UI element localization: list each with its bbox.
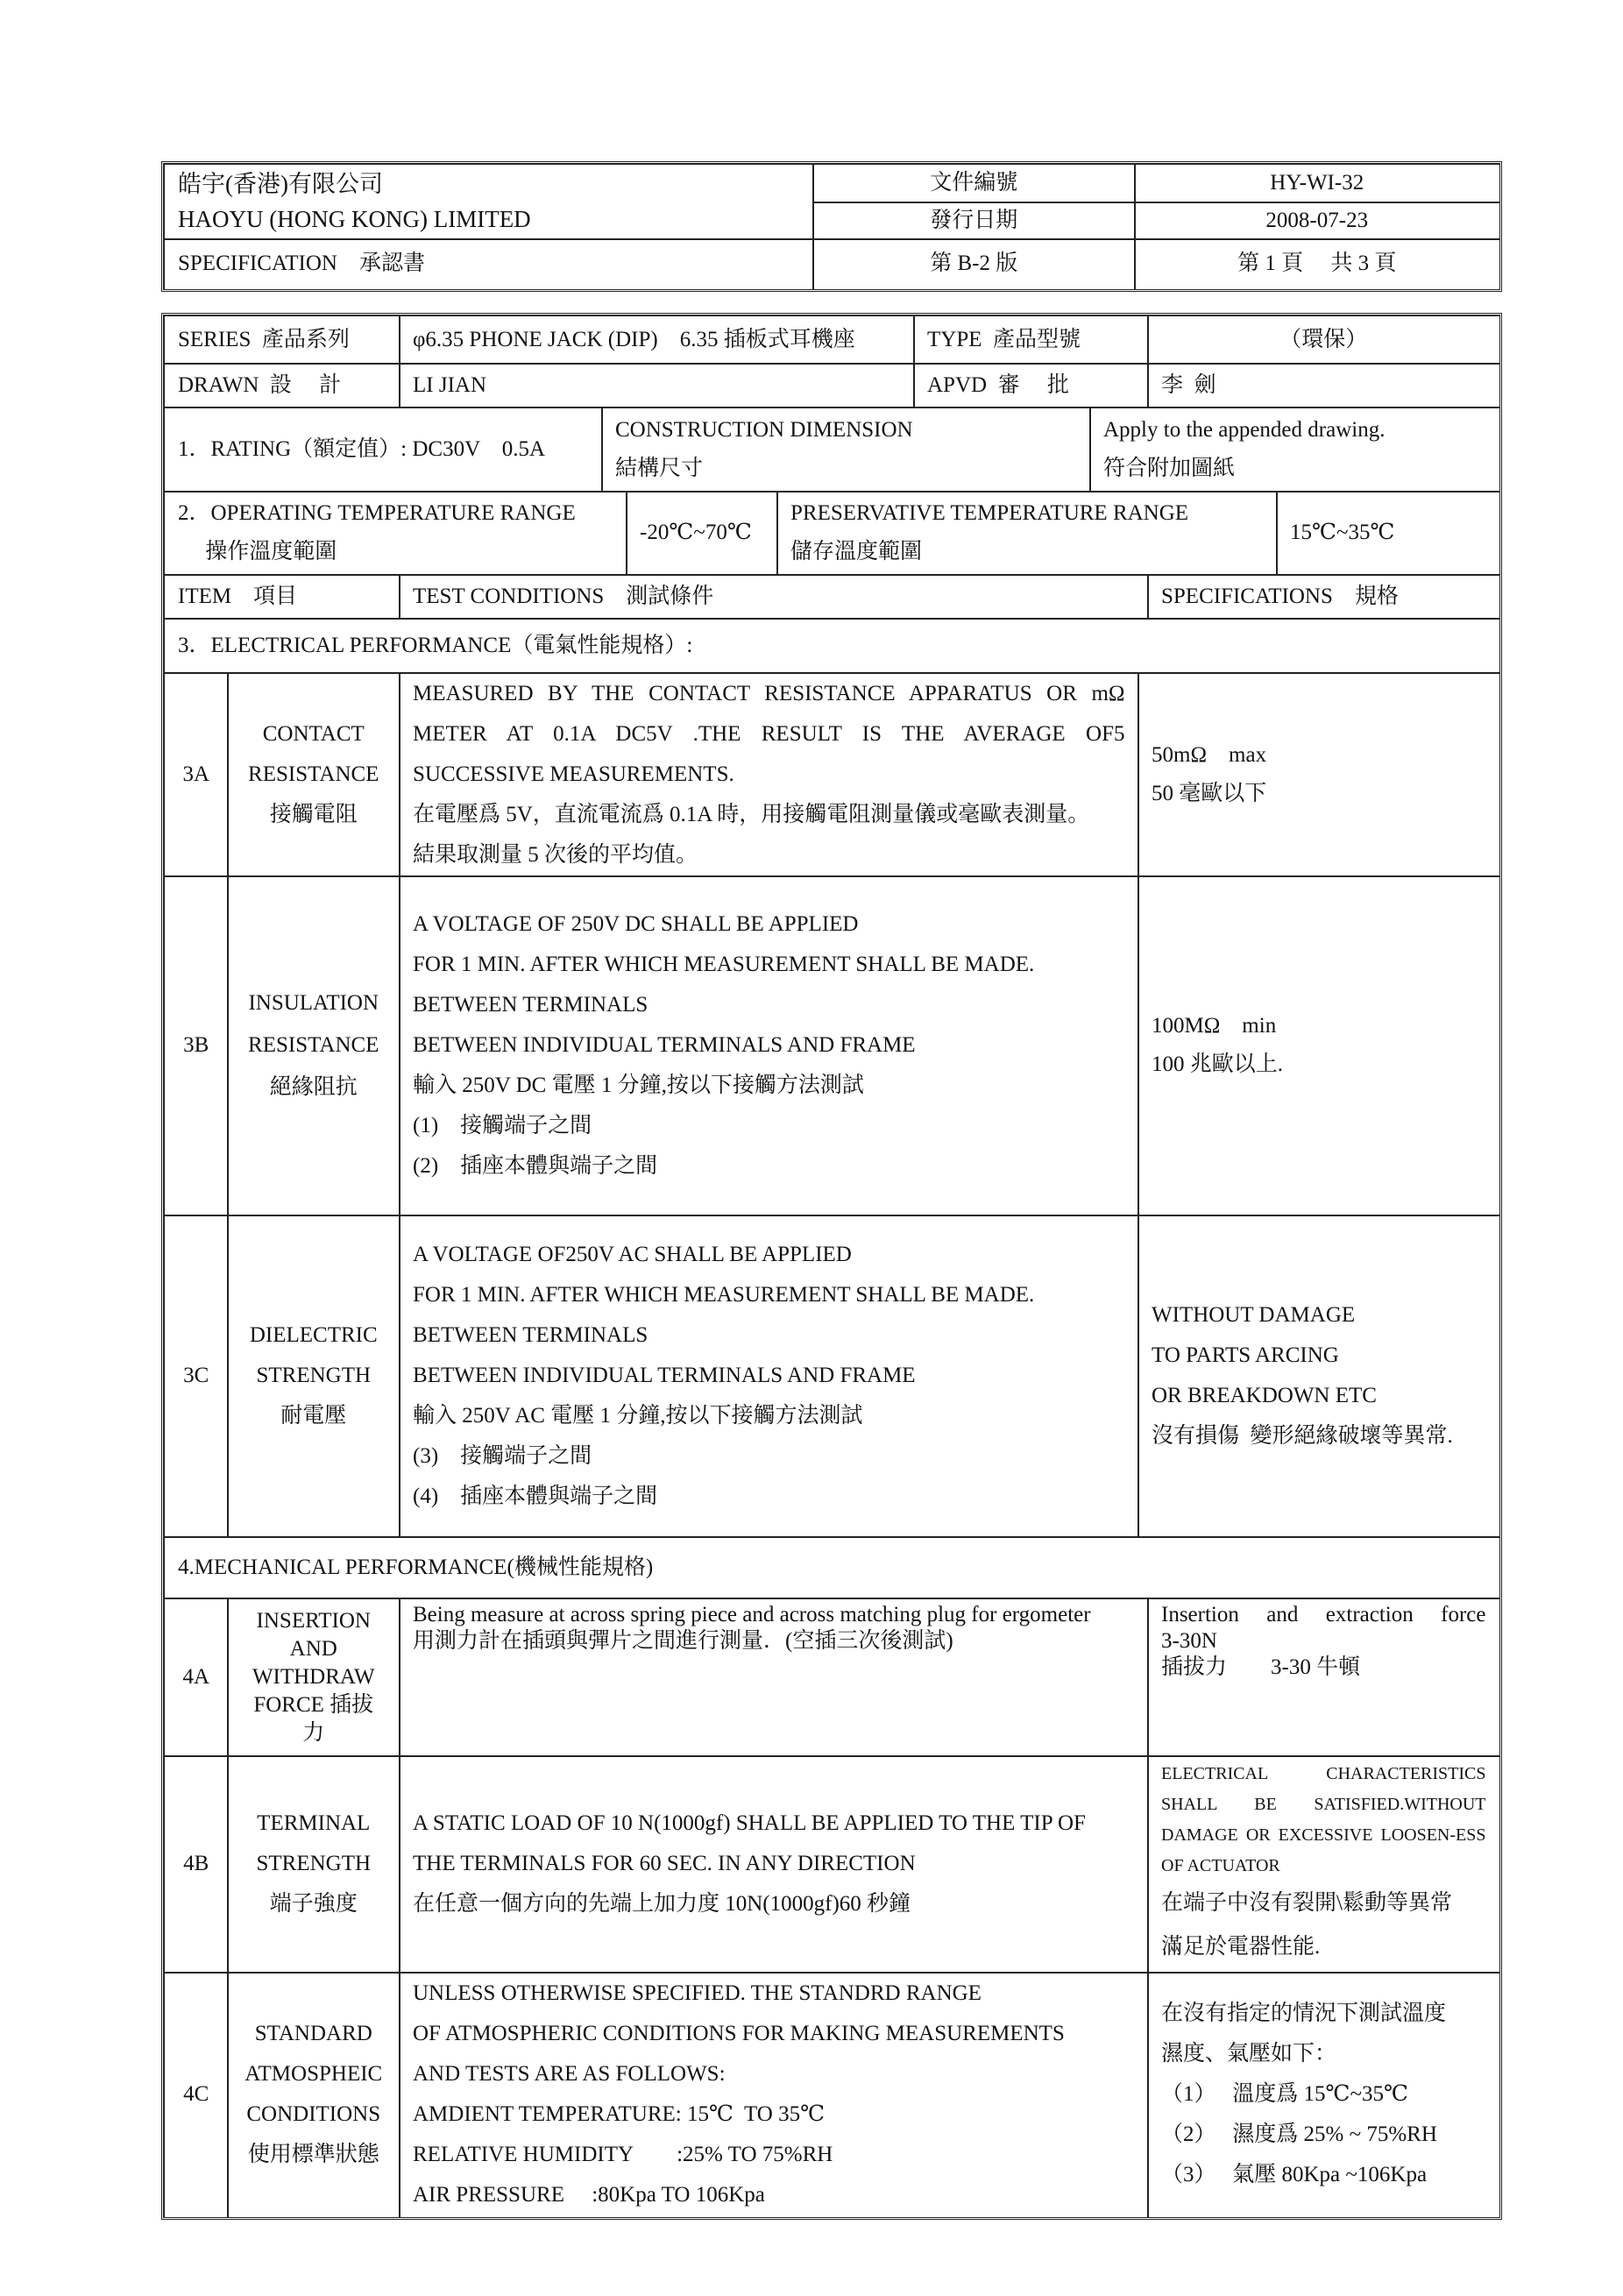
item-spec-4B-line: 滿足於電器性能. [1161,1935,1321,1959]
section-3-header-line: 3．ELECTRICAL PERFORMANCE（電氣性能規格）: [178,633,693,657]
doc-no-value-line: HY-WI-32 [1270,171,1364,195]
item-name-3B-line: 絕緣阻抗 [269,1075,358,1100]
item-spec-4A-line: Insertion and extraction force [1161,1603,1486,1626]
page-count-line: 第 1 頁 共 3 頁 [1237,252,1397,276]
item-name-3B-line: INSULATION [248,991,379,1016]
item-spec-3C-line: WITHOUT DAMAGE [1152,1303,1356,1328]
item-spec-4B [1147,1755,1500,1974]
operating-temp-label-line: 操作溫度範圍 [178,540,337,564]
issue-date-value-line: 2008-07-23 [1265,208,1369,232]
preservative-temp-value [1276,491,1500,576]
item-conditions-3A-line: 在電壓爲 5V，直流電流爲 0.1A 時，用接觸電阻測量儀或毫歐表測量。 [413,802,1090,826]
doc-no-label-line: 文件編號 [930,171,1018,195]
item-spec-3C-line: OR BREAKDOWN ETC [1152,1384,1377,1408]
item-conditions-3B-line: A VOLTAGE OF 250V DC SHALL BE APPLIED [413,912,859,937]
item-id-3C-line: 3C [183,1364,209,1388]
item-spec-3C-line: 沒有損傷 變形絕緣破壞等異常. [1152,1424,1453,1449]
item-conditions-3C-line: FOR 1 MIN. AFTER WHICH MEASUREMENT SHALL BE MADE. [413,1283,1035,1307]
apvd-value-line: 李 劍 [1161,372,1216,397]
item-spec-3A-line: 50 毫歐以下 [1152,781,1267,805]
item-spec-4A-line: 3-30N [1161,1629,1217,1653]
series-label [164,315,400,365]
item-spec-4A-line: 插拔力 3-30 牛頓 [1161,1655,1361,1679]
item-name-4C-line: CONDITIONS [246,2102,381,2127]
column-specifications [1147,574,1500,620]
item-spec-3A-line: 50mΩ max [1152,742,1267,767]
issue-date-label [812,202,1136,240]
type-value [1147,315,1500,365]
item-name-4C-line: ATMOSPHEIC [245,2062,383,2087]
type-value-line: （環保） [1279,327,1368,351]
item-conditions-3B-line: 輸入 250V DC 電壓 1 分鐘,按以下接觸方法測試 [413,1074,864,1098]
item-spec-4B-line: OF ACTUATOR [1161,1856,1280,1876]
construction-value-line: 符合附加圖紙 [1103,456,1236,480]
series-value [399,315,915,365]
item-spec-4B-line: 在端子中沒有裂開\鬆動等異常 [1161,1891,1452,1916]
item-spec-3B-line: 100 兆歐以上. [1152,1052,1284,1077]
item-name-4C-line: STANDARD [254,2022,372,2046]
section-3-header [164,618,1500,674]
column-test-conditions [399,574,1149,620]
item-spec-3B-line: 100MΩ min [1152,1014,1277,1038]
preservative-temp-label [776,491,1278,576]
item-conditions-3C-line: A VOLTAGE OF250V AC SHALL BE APPLIED [413,1243,852,1267]
item-id-3C [164,1215,229,1538]
item-name-4B-line: TERMINAL [257,1811,371,1836]
item-name-4C-line: 使用標準狀態 [247,2143,379,2167]
company-name-cell [164,164,814,240]
item-spec-4C-line: （2） 濕度爲 25% ~ 75%RH [1161,2122,1437,2147]
item-id-3B [164,875,229,1216]
item-conditions-4C-line: AIR PRESSURE :80Kpa TO 106Kpa [413,2183,765,2207]
doc-no-label [812,164,1136,203]
item-name-3C-line: DIELECTRIC [249,1323,378,1348]
item-name-3A-line: CONTACT [262,721,365,746]
item-name-4A-line: FORCE 插拔 [253,1692,374,1717]
item-id-4C-line: 4C [183,2082,209,2107]
item-spec-4B-line: ELECTRICAL CHARACTERISTICS [1161,1764,1486,1784]
rating [164,407,603,493]
apvd-value [1147,363,1500,408]
item-conditions-3B [399,875,1139,1216]
item-id-4C [164,1972,229,2218]
item-spec-3C-line: TO PARTS ARCING [1152,1343,1339,1368]
item-conditions-4B-line: THE TERMINALS FOR 60 SEC. IN ANY DIRECTION [413,1852,916,1876]
item-spec-4C-line: 濕度、氣壓如下： [1161,2042,1337,2066]
item-conditions-4B-line: 在任意一個方向的先端上加力度 10N(1000gf)60 秒鐘 [413,1892,911,1917]
item-id-4A-line: 4A [182,1664,210,1689]
construction-value [1089,407,1500,493]
item-conditions-4A-line: Being measure at across spring piece and across matching plug for ergometer [413,1603,1091,1626]
item-name-3A-line: 接觸電阻 [269,802,358,826]
series-value-line: φ6.35 PHONE JACK (DIP) 6.35 插板式耳機座 [413,327,855,351]
item-conditions-4B-line: A STATIC LOAD OF 10 N(1000gf) SHALL BE APPLIED TO THE TIP OF [413,1811,1086,1836]
series-label-line: SERIES 產品系列 [178,327,350,351]
spec-title [164,238,814,290]
item-spec-3A [1138,672,1500,877]
type-label [913,315,1149,365]
item-conditions-4A [399,1598,1149,1757]
item-name-3C [227,1215,400,1538]
item-name-3C-line: 耐電壓 [280,1404,347,1428]
item-spec-4C-line: （3） 氣壓 80Kpa ~106Kpa [1161,2163,1428,2187]
item-conditions-3B-line: (1) 接觸端子之間 [413,1114,592,1138]
item-conditions-3B-line: FOR 1 MIN. AFTER WHICH MEASUREMENT SHALL BE MADE. [413,953,1035,977]
item-conditions-3C-line: BETWEEN INDIVIDUAL TERMINALS AND FRAME [413,1364,916,1388]
type-label-line: TYPE 產品型號 [927,327,1081,351]
item-conditions-3C-line: 輸入 250V AC 電壓 1 分鐘,按以下接觸方法測試 [413,1404,863,1428]
preservative-temp-label-line: PRESERVATIVE TEMPERATURE RANGE [790,501,1189,526]
item-conditions-4B [399,1755,1149,1974]
item-spec-4B-line: DAMAGE OR EXCESSIVE LOOSEN-ESS [1161,1825,1486,1846]
spec-title-line: SPECIFICATION 承認書 [178,252,425,276]
apvd-label [913,363,1149,408]
item-conditions-3B-line: (2) 插座本體與端子之間 [413,1154,658,1179]
item-name-3A-line: RESISTANCE [248,762,379,786]
construction-dimension-line: CONSTRUCTION DIMENSION [615,417,913,442]
item-name-4B [227,1755,400,1974]
company-name-cell-line: HAOYU (HONG KONG) LIMITED [178,206,531,233]
drawn-label-line: DRAWN 設 計 [178,372,342,397]
item-conditions-4C-line: UNLESS OTHERWISE SPECIFIED. THE STANDRD RANGE [413,1981,982,2006]
item-id-3A [164,672,229,877]
item-conditions-3C-line: (4) 插座本體與端子之間 [413,1485,658,1509]
item-spec-4C-line: （1） 溫度爲 15℃~35℃ [1161,2082,1408,2107]
operating-temp-value [626,491,778,576]
item-conditions-4C-line: OF ATMOSPHERIC CONDITIONS FOR MAKING MEASUREMENTS [413,2022,1065,2046]
drawn-value-line: LI JIAN [413,372,487,397]
version [812,238,1136,290]
item-spec-4B-line: SHALL BE SATISFIED.WITHOUT [1161,1795,1486,1815]
rating-line: 1．RATING（額定值）: DC30V 0.5A [178,436,545,461]
operating-temp-label-line: 2．OPERATING TEMPERATURE RANGE [178,501,576,526]
issue-date-label-line: 發行日期 [930,208,1018,232]
item-spec-3C [1138,1215,1500,1538]
item-conditions-3B-line: BETWEEN TERMINALS [413,993,648,1017]
item-conditions-3C [399,1215,1139,1538]
item-conditions-4C-line: AMDIENT TEMPERATURE: 15℃ TO 35℃ [413,2102,826,2127]
item-conditions-4A-line: 用測力計在插頭與彈片之間進行測量．(空插三次後測試) [413,1629,953,1653]
company-name-cell-line: 皓宇(香港)有限公司 [178,171,383,198]
item-conditions-3A [399,672,1139,877]
item-conditions-3A-line: 結果取測量 5 次後的平均值。 [413,842,698,867]
section-4-header-line: 4.MECHANICAL PERFORMANCE(機械性能規格) [178,1555,654,1579]
item-spec-4C [1147,1972,1500,2218]
issue-date-value [1134,202,1500,240]
item-id-4B-line: 4B [183,1852,209,1876]
item-conditions-4C [399,1972,1149,2218]
page-count [1134,238,1500,290]
item-conditions-3C-line: (3) 接觸端子之間 [413,1444,592,1469]
item-conditions-3C-line: BETWEEN TERMINALS [413,1323,648,1348]
operating-temp-value-line: -20℃~70℃ [640,521,752,545]
item-spec-3B [1138,875,1500,1216]
drawn-label [164,363,400,408]
item-name-4A-line: AND [289,1636,337,1661]
construction-dimension [601,407,1091,493]
item-conditions-4C-line: RELATIVE HUMIDITY :25% TO 75%RH [413,2143,833,2167]
item-conditions-3A-line: SUCCESSIVE MEASUREMENTS. [413,762,734,786]
section-4-header [164,1536,1500,1599]
item-name-4A-line: WITHDRAW [252,1664,375,1689]
item-spec-4A [1147,1598,1500,1757]
version-line: 第 B-2 版 [930,252,1018,276]
column-test-conditions-line: TEST CONDITIONS 測試條件 [413,584,714,608]
item-conditions-4C-line: AND TESTS ARE AS FOLLOWS: [413,2062,726,2087]
item-name-3B-line: RESISTANCE [248,1033,379,1058]
item-id-3B-line: 3B [183,1033,209,1058]
drawn-value [399,363,915,408]
preservative-temp-value-line: 15℃~35℃ [1290,521,1395,545]
construction-value-line: Apply to the appended drawing. [1103,417,1386,442]
column-item-line: ITEM 項目 [178,584,298,608]
item-name-4A-line: 力 [302,1720,325,1745]
item-name-4B-line: STRENGTH [256,1852,372,1876]
column-item [164,574,400,620]
item-id-4B [164,1755,229,1974]
item-name-4A [227,1598,400,1757]
item-name-4C [227,1972,400,2218]
apvd-label-line: APVD 審 批 [927,372,1069,397]
item-name-4A-line: INSERTION [256,1608,371,1633]
preservative-temp-label-line: 儲存溫度範圍 [790,540,923,564]
item-name-3B [227,875,400,1216]
column-specifications-line: SPECIFICATIONS 規格 [1161,584,1399,608]
item-id-3A-line: 3A [182,762,210,786]
item-name-4B-line: 端子強度 [269,1892,358,1917]
item-id-4A [164,1598,229,1757]
operating-temp-label [164,491,627,576]
item-name-3C-line: STRENGTH [256,1364,372,1388]
item-spec-4C-line: 在沒有指定的情況下測試溫度 [1161,2002,1447,2026]
item-name-3A [227,672,400,877]
doc-no-value [1134,164,1500,203]
item-conditions-3B-line: BETWEEN INDIVIDUAL TERMINALS AND FRAME [413,1033,916,1058]
item-conditions-3A-line: MEASURED BY THE CONTACT RESISTANCE APPARATUS OR mΩ [413,681,1125,705]
construction-dimension-line: 結構尺寸 [615,456,704,480]
item-conditions-3A-line: METER AT 0.1A DC5V .THE RESULT IS THE AVERAGE OF5 [413,721,1125,746]
